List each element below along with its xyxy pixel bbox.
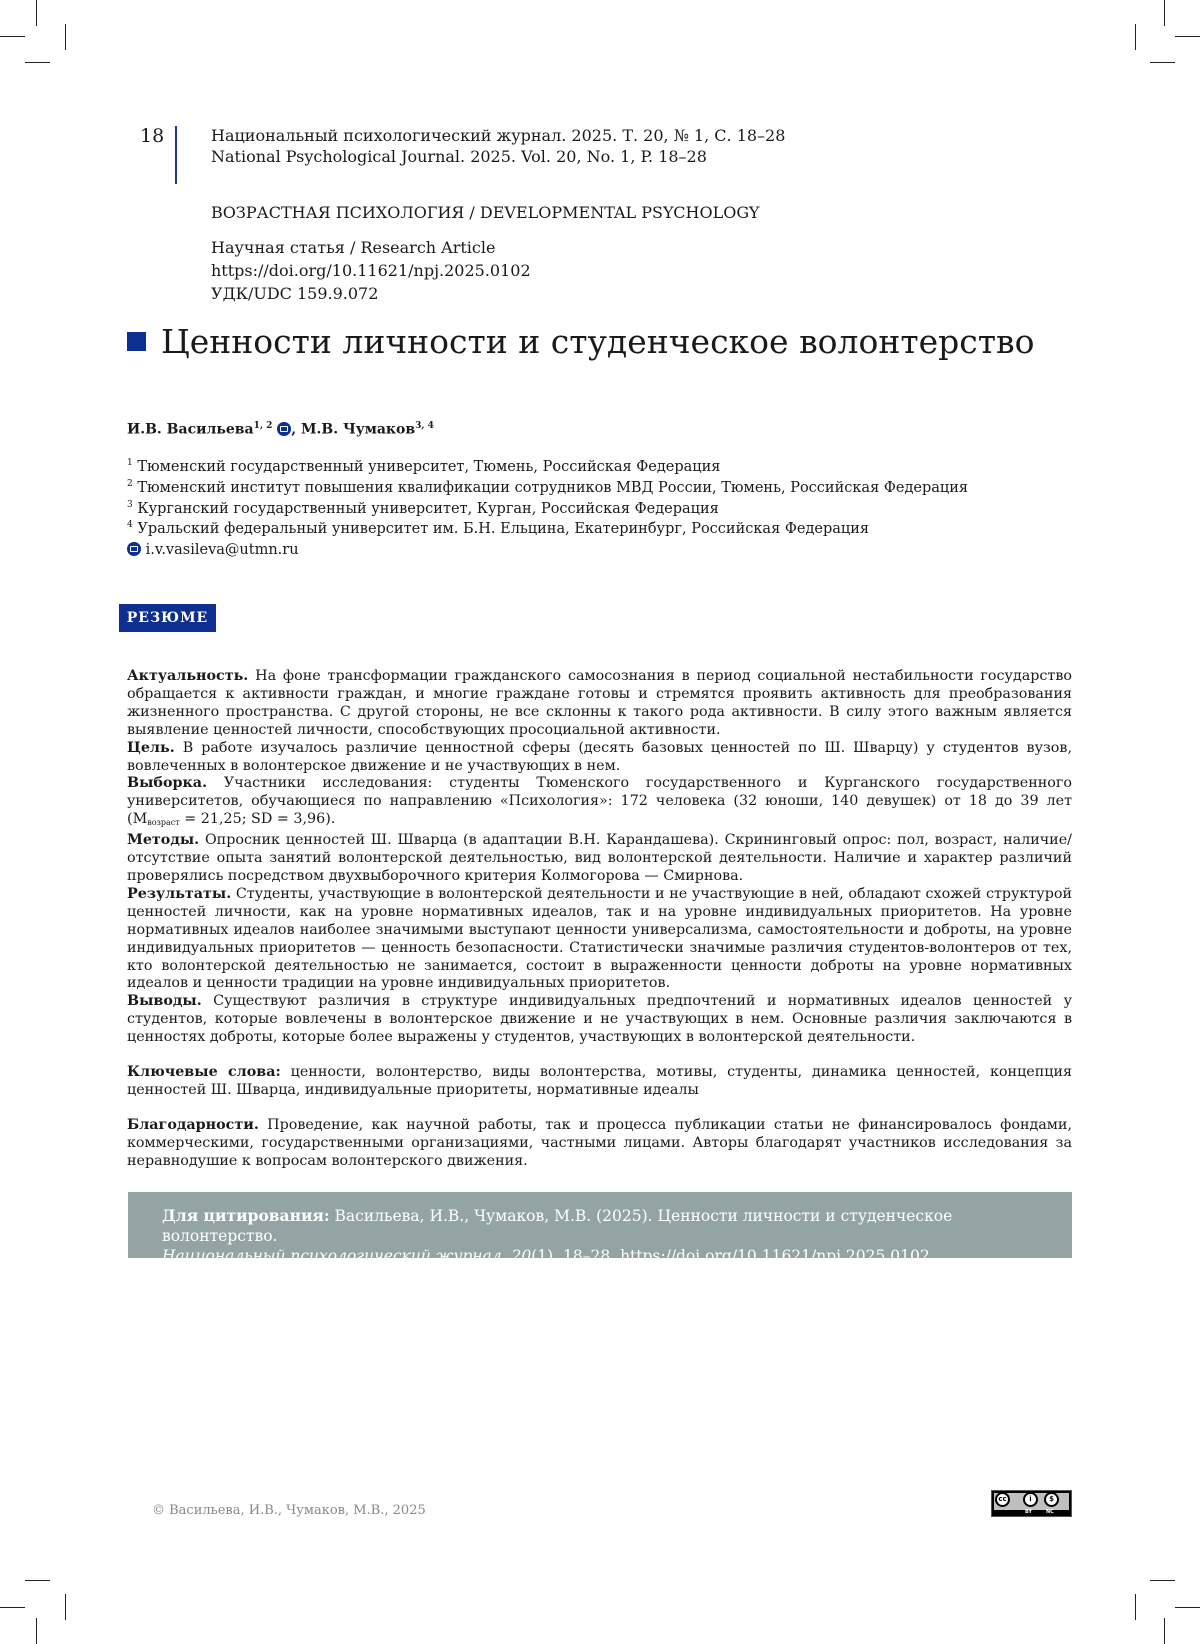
affiliation-number: 2 [127,478,133,489]
crop-mark [36,1618,37,1644]
email-icon [127,542,141,556]
nc-label: NC [1046,1509,1054,1515]
abstract-goal [127,740,1072,776]
crop-mark [1175,1607,1200,1608]
abstract-results [127,886,1072,993]
crop-mark [36,0,37,26]
journal-ru: Национальный психологический журнал. 2025. Т. 20, № 1, С. 18–28 [211,126,786,145]
title-marker [127,332,146,351]
citation-text: Васильева, И.В., Чумаков, М.В. (2025). Ценности личности и студенческое волонтерство. [162,1207,953,1245]
author-separator: , [291,421,301,438]
author-affiliation-refs: 3, 4 [415,421,434,431]
conclusions-text: Существуют различия в структуре индивидуальных предпочтений и нормативных идеалов ценностей у студентов, которые вовлечены в волонтерское движение и не участвующих в нем. Основные различия заключаются в ценностях доброты, которые более выражены у студентов, участвующих в волонтерской деятельности. [127,993,1072,1046]
affiliation-number: 4 [127,520,133,531]
journal-en: National Psychological Journal. 2025. Vol. 20, No. 1, P. 18–28 [211,147,707,166]
author-name: М.В. Чумаков [301,421,416,438]
keywords-label: Ключевые слова: [127,1064,281,1081]
sample-text: Участники исследования: студенты Тюменского государственного и Курганского государственного университетов, обучающиеся по направлению «Психология»: 172 человека (32 юноши, 140 девушек) от 18 до 39 лет (M [127,775,1072,828]
relevance-text: На фоне трансформации гражданского самосознания в период социальной нестабильности государство обращается к активности граждан, и многие граждане готовы и стремятся проявить активность для преобразования жизненного пространства. С другой стороны, не все склонны к такого рода активности. В силу этого важным является выявление ценностей личности, способствующих просоциальной активности. [127,668,1072,738]
crop-mark [1150,1580,1175,1581]
affiliation-item [127,497,968,518]
affiliation-text: Уральский федеральный университет им. Б.Н. Ельцина, Екатеринбург, Российская Федерация [137,521,870,538]
acknowledgments-text: Проведение, как научной работы, так и процесса публикации статьи не финансировалось фондами, коммерческими, государственными организациями, частными лицами. Авторы благодарят участников исследования за неравнодушие к вопросам волонтерского движения. [127,1116,1072,1169]
sample-subscript: возраст [147,818,180,828]
abstract [127,668,1072,1171]
citation-label: Для цитирования: [162,1206,330,1225]
sample-text-end: = 21,25; SD = 3,96). [179,811,336,828]
udc-code: УДК/UDC 159.9.072 [211,284,379,303]
abstract-relevance [127,668,1072,740]
citation-line-1 [162,1206,1038,1246]
affiliation-item [127,455,968,476]
spacer [127,1100,1072,1117]
email-link[interactable]: i.v.vasileva@utmn.ru [145,542,299,558]
citation-line-2 [162,1246,1038,1266]
citation-journal: Национальный психологический журнал, 20 [162,1247,532,1265]
conclusions-label: Выводы. [127,993,202,1010]
goal-label: Цель. [127,739,175,756]
resume-badge: РЕЗЮМЕ [119,604,216,632]
doi-link[interactable]: https://doi.org/10.11621/npj.2025.0102 [211,261,531,280]
article-meta [211,236,531,305]
cc-icon: cc [995,1492,1010,1507]
citation-issue-doi[interactable]: (1), 18–28. https://doi.org/10.11621/npj.2025.0102 [531,1247,930,1265]
affiliation-list [127,455,968,538]
copyright-notice: © Васильева, И.В., Чумаков, М.В., 2025 [152,1503,426,1518]
abstract-conclusions [127,993,1072,1047]
relevance-label: Актуальность. [127,668,249,684]
crop-mark [0,1607,25,1608]
methods-label: Методы. [127,832,200,849]
methods-text: Опросник ценностей Ш. Шварца (в адаптации В.Н. Карандашева). Скрининговый опрос: пол, возраст, наличие/отсутствие опыта занятий волонтерской деятельностью, вид волонтерской деятельности. Наличие и характер различий проверялись посредством двухвыборочного критерия Колмогорова — Смирнова. [127,832,1072,884]
affiliation-item [127,517,968,538]
acknowledgments-label: Благодарности. [127,1116,259,1133]
crop-mark [25,1580,50,1581]
affiliation-text: Тюменский институт повышения квалификации сотрудников МВД России, Тюмень, Российская Федерация [137,479,969,496]
results-text: Студенты, участвующие в волонтерской деятельности и не участвующие в ней, обладают схожей структурой ценностей личности, как на уровне нормативных идеалов, так и на уровне индивидуальных приоритетов. На уровне нормативных идеалов наиболее значимыми выступают ценности универсализма, самостоятельности и доброты, на уровне индивидуальных приоритетов — ценность безопасности. Статистически значимые различия студентов-волонтеров от тех, кто волонтерской деятельностью не занимается, состоит в выраженности ценности доброты на уровне нормативных идеалов и ценности традиции на уровне индивидуальных приоритетов. [127,885,1072,992]
attribution-icon: i [1023,1492,1038,1507]
crop-mark [25,62,50,63]
sample-label: Выборка. [127,775,208,792]
crop-mark [1175,36,1200,37]
affiliation-item [127,476,968,497]
affiliation-text: Курганский государственный университет, Курган, Российская Федерация [137,500,719,517]
author-name: И.В. Васильева [127,421,254,438]
abstract-methods [127,832,1072,886]
crop-mark [65,24,66,50]
crop-mark [1135,1594,1136,1620]
by-label: BY [1025,1509,1033,1515]
section-heading: ВОЗРАСТНАЯ ПСИХОЛОГИЯ / DEVELOPMENTAL PSYCHOLOGY [211,203,760,222]
abstract-sample [127,775,1072,832]
crop-mark [65,1594,66,1620]
affiliation-text: Тюменский государственный университет, Тюмень, Российская Федерация [137,458,721,475]
crop-mark [1135,24,1136,50]
crop-mark [1164,1618,1165,1644]
crop-mark [1164,0,1165,26]
email-icon[interactable] [277,422,291,436]
affiliation-number: 3 [127,499,133,510]
results-label: Результаты. [127,885,232,902]
citation-box [128,1192,1072,1265]
cc-license-badge[interactable] [991,1490,1072,1517]
spacer [127,1047,1072,1064]
journal-info [211,125,785,167]
crop-mark [1150,62,1175,63]
author-affiliation-refs: 1, 2 [253,421,273,431]
article-type: Научная статья / Research Article [211,238,496,257]
keywords [127,1064,1072,1100]
crop-mark [0,36,25,37]
article-title: Ценности личности и студенческое волонтерство [161,322,1035,361]
acknowledgments [127,1117,1072,1171]
contact-email [127,542,299,558]
page-number: 18 [140,125,165,147]
noncommercial-icon: $ [1044,1492,1059,1507]
goal-text: В работе изучалось различие ценностной сферы (десять базовых ценностей по Ш. Шварцу) у студентов вузов, вовлеченных в волонтерское движение и не участвующих в нем. [127,739,1072,774]
author-list [127,421,434,438]
header-divider [175,126,177,184]
keywords-text: ценности, волонтерство, виды волонтерства, мотивы, студенты, динамика ценностей, концепция ценностей Ш. Шварца, индивидуальные приоритеты, нормативные идеалы [127,1064,1072,1098]
affiliation-number: 1 [127,458,133,468]
